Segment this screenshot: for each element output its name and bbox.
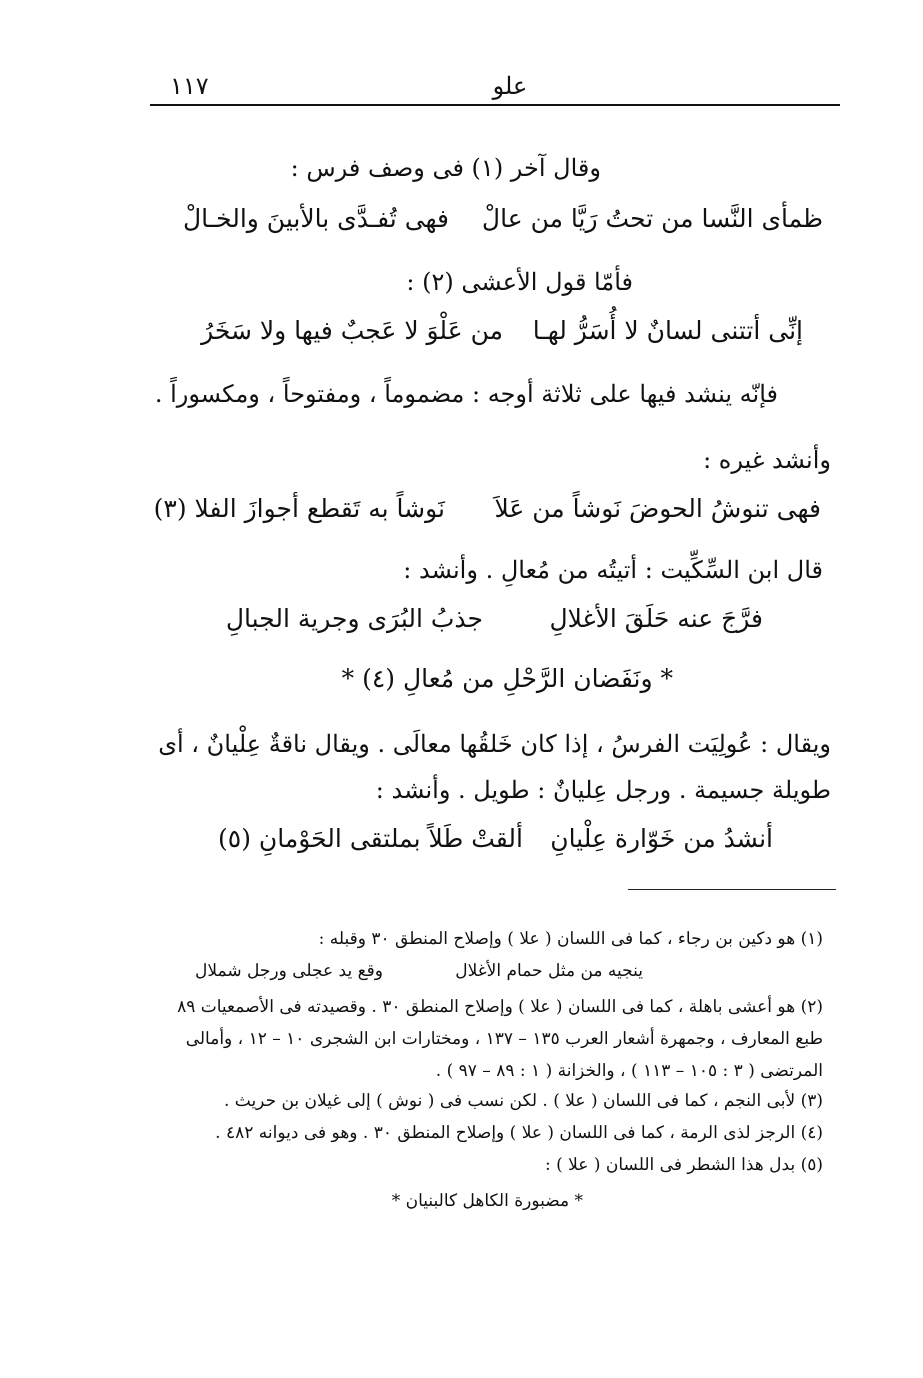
text-line: طويلة جسيمة . ورجل عِليانٌ : طويل . وأنشد :: [375, 776, 831, 804]
text-line: فإنّه ينشد فيها على ثلاثة أوجه : مضموماً ، ومفتوحاً ، ومكسوراً .: [154, 380, 778, 408]
footnote-4: (٤) الرجز لذى الرمة ، كما فى اللسان ( علا ) وإصلاح المنطق ٣٠ . وهو فى ديوانه ٤٨٢ .: [215, 1123, 823, 1143]
text-line: قال ابن السِّكِّيت : أتيتُه من مُعالِ . وأنشد :: [403, 556, 823, 584]
verse-hemistich-left: من عَلْوَ لا عَجبٌ فيها ولا سَخَرُ: [201, 316, 503, 345]
footnote-2: (٢) هو أعشى باهلة ، كما فى اللسان ( علا ) وإصلاح المنطق ٣٠ . وقصيدته فى الأصمعيات ٨٩: [177, 997, 823, 1017]
footnote-1: (١) هو دكين بن رجاء ، كما فى اللسان ( علا ) وإصلاح المنطق ٣٠ وقبله :: [318, 929, 823, 949]
header-rule: [150, 104, 840, 106]
verse-hemistich-left: جذبُ البُرَى وجرية الجبالِ: [225, 604, 483, 633]
text-line: ويقال : عُولِيَت الفرسُ ، إذا كان خَلقُها معالَى . ويقال ناقةٌ عِلْيانٌ ، أى: [158, 730, 831, 758]
footnote-rule: [628, 889, 836, 890]
verse-hemistich-right: فرَّجَ عنه حَلَقَ الأغلالِ: [549, 604, 763, 633]
footnote-3: (٣) لأبى النجم ، كما فى اللسان ( علا ) . لكن نسب فى ( نوش ) إلى غيلان بن حريث .: [223, 1091, 823, 1111]
text-line: وأنشد غيره :: [703, 446, 831, 474]
page-number: ١١٧: [170, 72, 209, 100]
text-line: وقال آخر (١) فى وصف فرس :: [290, 154, 601, 182]
footnote-verse-left: وقع يد عجلى ورجل شملال: [195, 961, 383, 981]
footnote-verse-right: ينجيه من مثل حمام الأغلال: [455, 961, 643, 981]
verse-hemistich-right: ظمأى النَّسا من تحتُ رَيَّا من عالْ: [481, 204, 823, 233]
verse-hemistich-right: أنشدُ من خَوّارة عِلْيانِ: [550, 824, 773, 853]
verse-third-line: * ونَفَضان الرَّحْلِ من مُعالِ (٤) *: [341, 664, 673, 693]
verse-hemistich-left: فهى تُفـدَّى بالأبينَ والخـالْ: [182, 204, 449, 233]
footnote-5-verse: * مضبورة الكاهل كالبنيان *: [391, 1191, 583, 1211]
verse-hemistich-right: إنِّى أتتنى لسانٌ لا أُسَرُّ لهـا: [532, 316, 803, 345]
page-header: [150, 66, 840, 106]
footnote-2-cont: المرتضى ( ٣ : ١٠٥ – ١١٣ ) ، والخزانة ( ١ : ٨٩ – ٩٧ ) .: [435, 1061, 823, 1081]
footnote-5: (٥) بدل هذا الشطر فى اللسان ( علا ) :: [545, 1155, 823, 1175]
verse-hemistich-left: نَوشاً به تَقطع أجوازَ الفلا (٣): [153, 494, 445, 523]
verse-hemistich-left: ألقتْ طَلاً بملتقى الحَوْمانِ (٥): [217, 824, 523, 853]
running-title: علو: [492, 72, 528, 100]
text-line: فأمّا قول الأعشى (٢) :: [406, 268, 633, 296]
verse-hemistich-right: فهى تنوشُ الحوضَ نَوشاً من عَلاَ: [494, 494, 821, 523]
footnote-2-cont: طبع المعارف ، وجمهرة أشعار العرب ١٣٥ – ١٣٧ ، ومختارات ابن الشجرى ١٠ – ١٢ ، وأمالى: [185, 1029, 823, 1049]
